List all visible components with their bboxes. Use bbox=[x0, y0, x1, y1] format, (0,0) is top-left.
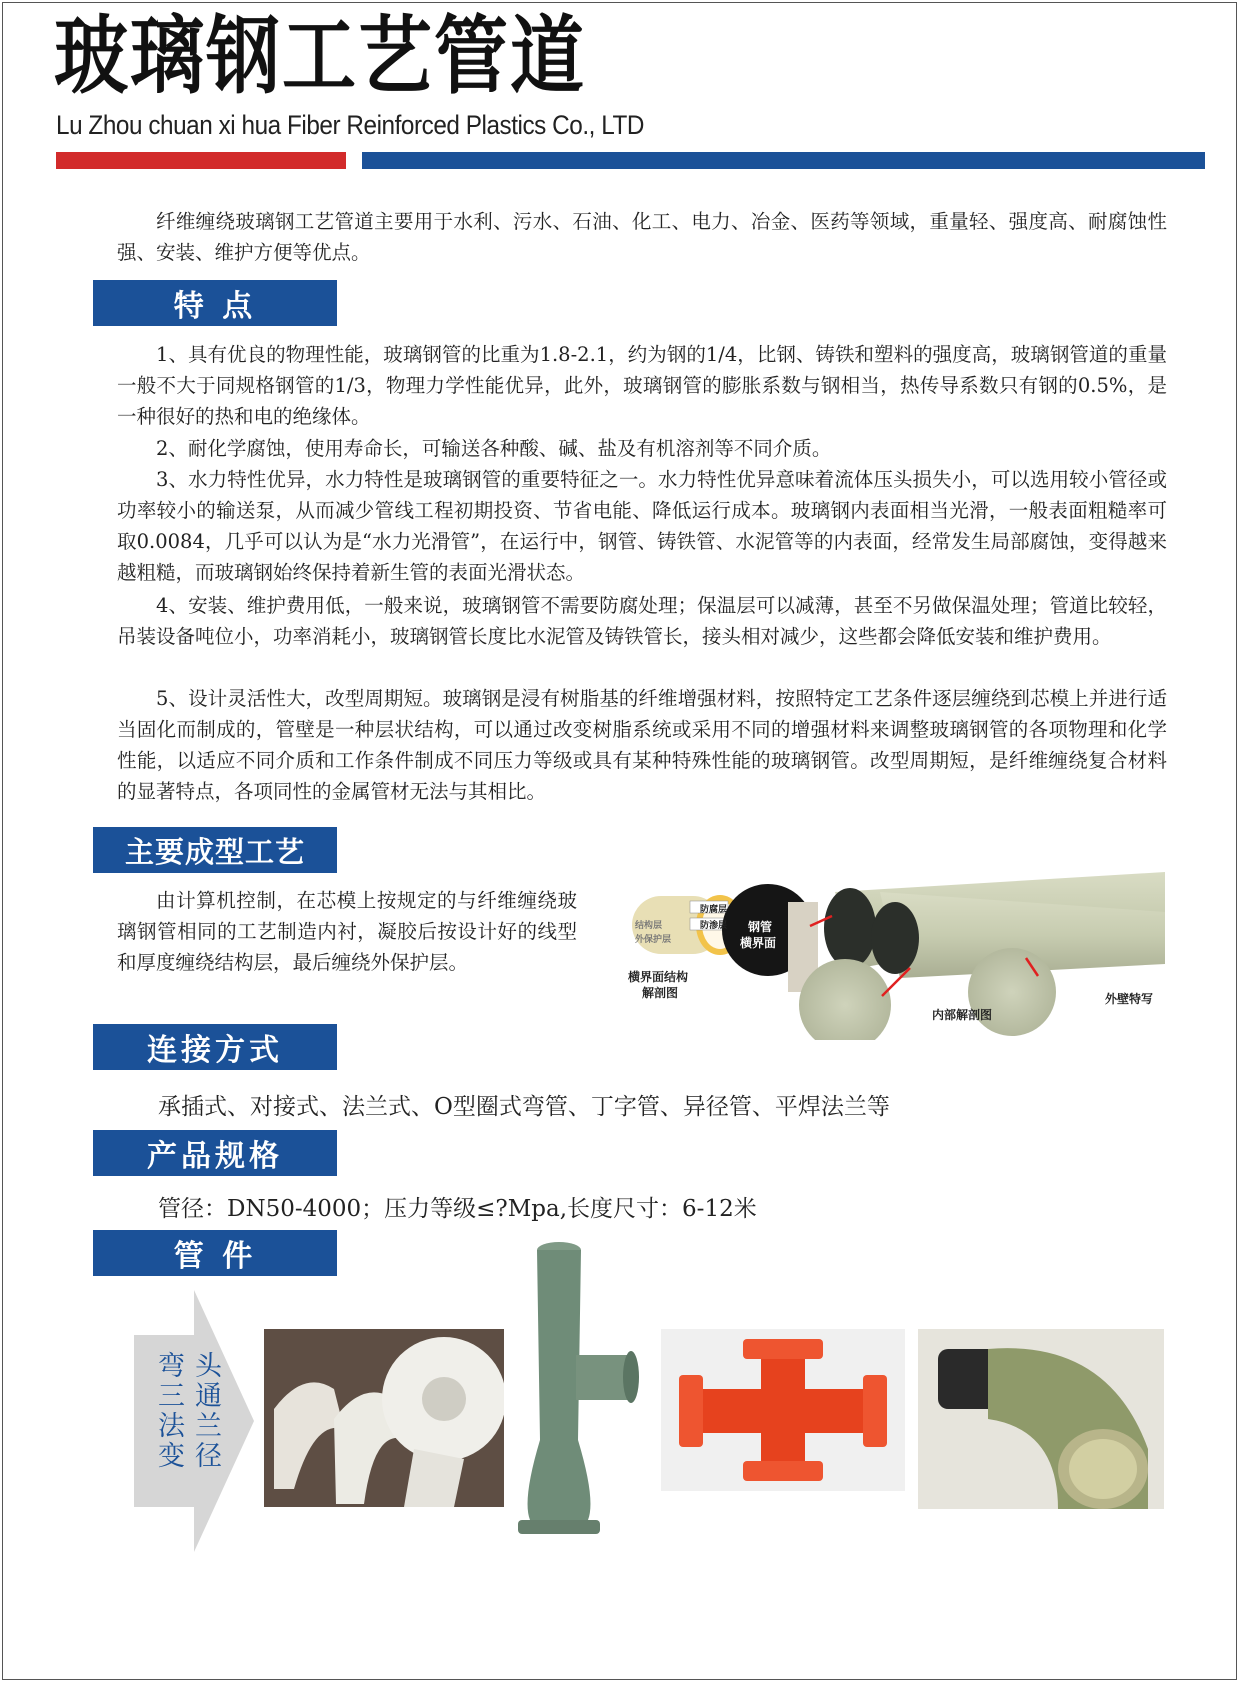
diagram-label-layer4: 外保护层 bbox=[635, 935, 672, 945]
connection-heading: 连接方式 bbox=[93, 1024, 337, 1070]
features-heading: 特 点 bbox=[93, 280, 337, 326]
process-paragraph: 由计算机控制，在芯模上按规定的与纤维缠绕玻璃钢管相同的工艺制造内衬，凝胶后按设计好的线型和厚度缠绕结构层，最后缠绕外保护层。 bbox=[117, 889, 577, 974]
diagram-label-layer3: 结构层 bbox=[635, 921, 663, 931]
diagram-label-layer1: 防腐层 bbox=[700, 905, 728, 915]
diagram-label-inner: 内部解剖图 bbox=[932, 1008, 993, 1022]
pipe-diagram-graphic bbox=[620, 868, 1165, 1040]
elbow-flange-photo bbox=[264, 1329, 504, 1507]
diagram-label-layer2: 防渗层 bbox=[700, 921, 728, 931]
arrow-char-1: 弯 bbox=[158, 1351, 185, 1382]
feature-item-4: 4、安装、维护费用低，一般来说，玻璃钢管不需要防腐处理；保温层可以减薄，甚至不另做保温处理；管道比较轻，吊装设备吨位小，功率消耗小，玻璃钢管长度比水泥管及铸铁管长，接头相对减少，这些都会降低安装和维护费用。 bbox=[117, 594, 1167, 648]
diagram-label-outer: 外壁特写 bbox=[1105, 992, 1154, 1006]
green-elbow-photo bbox=[918, 1329, 1164, 1509]
arrow-char-8: 径 bbox=[195, 1441, 222, 1472]
cross-flange-photo bbox=[661, 1329, 905, 1491]
company-name: Lu Zhou chuan xi hua Fiber Reinforced Plastics Co., LTD bbox=[56, 110, 644, 140]
fittings-heading: 管 件 bbox=[93, 1230, 337, 1276]
diagram-label-section2: 解剖图 bbox=[642, 986, 679, 1000]
spec-text: 管径：DN50-4000；压力等级≤?Mpa,长度尺寸：6-12米 bbox=[158, 1196, 757, 1222]
feature-item-1: 1、具有优良的物理性能，玻璃钢管的比重为1.8-2.1，约为钢的1/4，比钢、铸铁和塑料的强度高，玻璃钢管道的重量一般不大于同规格钢管的1/3，物理力学性能优异，此外，玻璃钢管的膨胀系数与钢相当，热传导系数只有钢的0.5%，是一种很好的热和电的绝缘体。 bbox=[117, 343, 1167, 428]
fittings-arrow-text bbox=[154, 1352, 226, 1472]
spec-heading: 产品规格 bbox=[93, 1130, 337, 1176]
connection-text: 承插式、对接式、法兰式、O型圈式弯管、丁字管、异径管、平焊法兰等 bbox=[158, 1094, 890, 1120]
page-title: 玻璃钢工艺管道 bbox=[54, 7, 586, 107]
header-bar-red bbox=[56, 152, 346, 169]
intro-paragraph: 纤维缠绕玻璃钢工艺管道主要用于水利、污水、石油、化工、电力、冶金、医药等领域，重量轻、强度高、耐腐蚀性强、安装、维护方便等优点。 bbox=[117, 210, 1167, 264]
feature-item-2: 2、耐化学腐蚀，使用寿命长，可输送各种酸、碱、盐及有机溶剂等不同介质。 bbox=[156, 437, 832, 460]
tee-pipe-photo bbox=[506, 1240, 641, 1540]
diagram-label-pipe2: 横界面 bbox=[740, 936, 777, 950]
arrow-char-3: 三 bbox=[158, 1381, 185, 1412]
feature-item-5: 5、设计灵活性大，改型周期短。玻璃钢是浸有树脂基的纤维增强材料，按照特定工艺条件逐层缠绕到芯模上并进行适当固化而制成的，管壁是一种层状结构，可以通过改变树脂系统或采用不同的增强材料来调整玻璃钢管的各项物理和化学性能，以适应不同介质和工作条件制成不同压力等级或具有某种特殊性能的玻璃钢管。改型周期短，是纤维缠绕复合材料的显著特点，各项同性的金属管材无法与其相比。 bbox=[117, 687, 1167, 803]
arrow-char-7: 变 bbox=[158, 1441, 185, 1472]
process-heading: 主要成型工艺 bbox=[93, 827, 337, 873]
header-bar-blue bbox=[362, 152, 1205, 169]
feature-item-3: 3、水力特性优异，水力特性是玻璃钢管的重要特征之一。水力特性优异意味着流体压头损失小，可以选用较小管径或功率较小的输送泵，从而减少管线工程初期投资、节省电能、降低运行成本。玻璃钢内表面相当光滑，一般表面粗糙率可取0.0084，几乎可以认为是“水力光滑管”，在运行中，钢管、铸铁管、水泥管等的内表面，经常发生局部腐蚀，变得越来越粗糙，而玻璃钢始终保持着新生管的表面光滑状态。 bbox=[117, 468, 1167, 584]
arrow-char-4: 通 bbox=[195, 1381, 222, 1412]
pipe-structure-diagram bbox=[620, 868, 1165, 1040]
arrow-char-2: 头 bbox=[195, 1351, 222, 1382]
diagram-label-section: 横界面结构 bbox=[628, 970, 689, 984]
arrow-char-6: 兰 bbox=[195, 1411, 222, 1442]
diagram-label-pipe1: 钢管 bbox=[748, 920, 773, 934]
arrow-char-5: 法 bbox=[158, 1411, 185, 1442]
